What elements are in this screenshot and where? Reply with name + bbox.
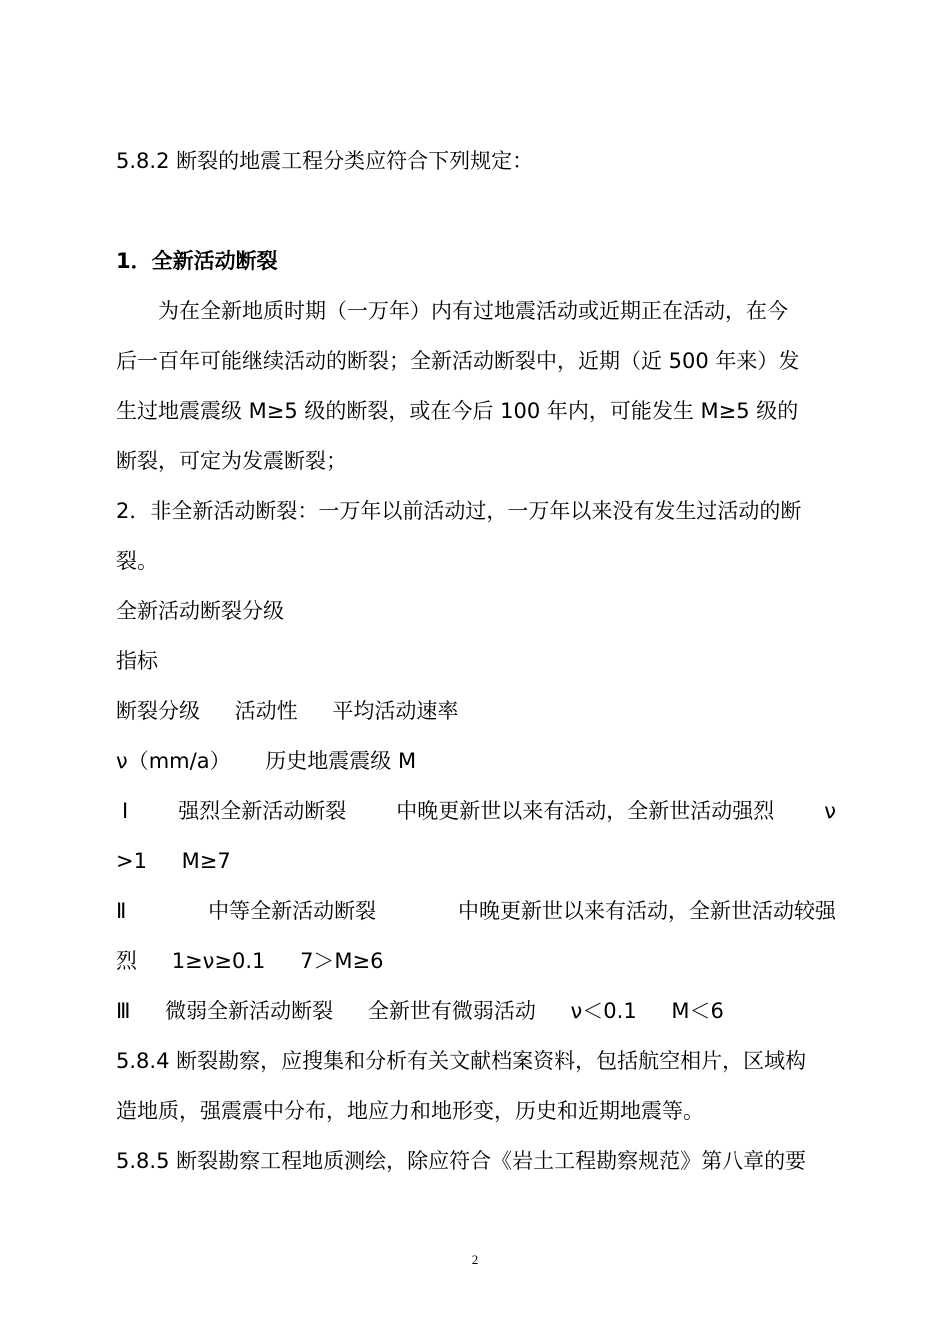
paragraph-line: 2．非全新活动断裂：一万年以前活动过，一万年以来没有发生过活动的断 [116,499,802,523]
table-row-grade-2 [116,896,836,926]
grade-magnitude: 7＞M≥6 [300,949,384,973]
header-rate-unit: ν（mm/a） [116,749,231,773]
table-indicator-label: 指标 [116,649,158,673]
grade-name: 微弱全新活动断裂 [165,999,334,1023]
grade-name: 强烈全新活动断裂 [178,799,347,823]
grade-activity: 全新世有微弱活动 [367,999,536,1023]
paragraph-line: 5.8.4 断裂勘察，应搜集和分析有关文献档案资料，包括航空相片，区域构 [116,1049,807,1073]
table-row-grade-3 [116,996,836,1026]
table-row-grade-2-cont [116,946,836,976]
table-row-grade-1 [116,796,836,826]
grade-label: Ⅰ [122,799,129,823]
grade-label: Ⅱ [116,899,127,923]
table-header-row [116,696,836,726]
table-row-grade-1-cont [116,846,836,876]
header-average-rate: 平均活动速率 [332,699,459,723]
page-number: 2 [471,1252,479,1267]
paragraph-line: 造地质，强震震中分布，地应力和地形变，历史和近期地震等。 [116,1099,704,1123]
paragraph-line: 为在全新地质时期（一万年）内有过地震活动或近期正在活动，在今 [158,299,788,323]
grade-magnitude: M≥7 [181,849,231,873]
grade-activity: 中晚更新世以来有活动，全新世活动较强 [458,899,836,923]
section-title-holocene-active-fault: 1．全新活动断裂 [116,249,278,273]
clause-heading-5-8-2: 5.8.2 断裂的地震工程分类应符合下列规定： [116,149,534,173]
grade-activity-tail: 烈 [116,949,137,973]
header-fault-grade: 断裂分级 [116,699,200,723]
paragraph-line: 断裂，可定为发震断裂； [116,449,347,473]
grade-rate: ν＜0.1 [570,999,637,1023]
grade-activity: 中晚更新世以来有活动，全新世活动强烈 [396,799,775,823]
paragraph-line: 5.8.5 断裂勘察工程地质测绘，除应符合《岩土工程勘察规范》第八章的要 [116,1149,807,1173]
table-title: 全新活动断裂分级 [116,599,284,623]
paragraph-line: 生过地震震级 M≥5 级的断裂，或在今后 100 年内，可能发生 M≥5 级的 [116,399,799,423]
grade-label: Ⅲ [116,999,131,1023]
header-activity: 活动性 [234,699,298,723]
paragraph-line: 裂。 [116,549,158,573]
rate-symbol: ν [824,799,836,823]
grade-rate: 1≥ν≥0.1 [171,949,266,973]
grade-rate: >1 [116,849,147,873]
grade-magnitude: M＜6 [671,999,724,1023]
header-historical-magnitude: 历史地震震级 M [265,749,417,773]
table-header-row-2 [116,746,836,776]
grade-name: 中等全新活动断裂 [208,899,377,923]
paragraph-line: 后一百年可能继续活动的断裂；全新活动断裂中，近期（近 500 年来）发 [116,349,800,373]
